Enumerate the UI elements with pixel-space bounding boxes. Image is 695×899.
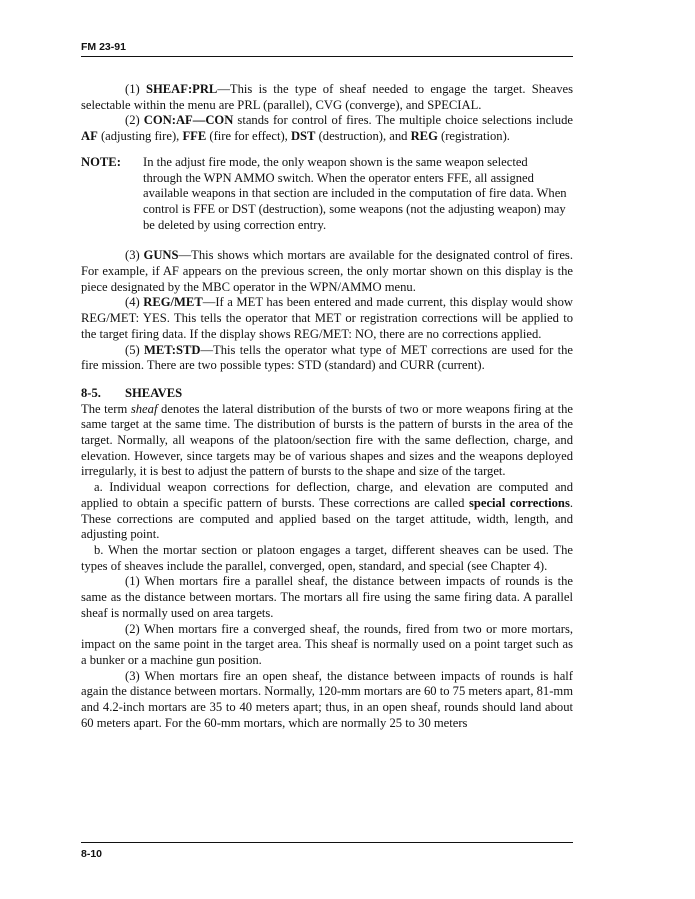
note-label: NOTE: <box>81 154 121 169</box>
term-special-corrections: special corrections <box>468 495 570 510</box>
section-heading <box>81 386 573 402</box>
term-met-std: MET:STD <box>144 342 201 357</box>
page-number: 8-10 <box>81 848 103 860</box>
header-rule <box>81 56 573 57</box>
paragraph-guns: (3) GUNS—This shows which mortars are available for the designated control of fires. For example, if AF appears on the previous screen, the only mortar shown on this display is the piece designated by the MBC operator in the WPN/AMMO menu. <box>81 248 573 294</box>
paragraph-a-special-corrections: a. Individual weapon corrections for deflection, charge, and elevation are computed and applied to obtain a specific pattern of bursts. These corrections are called special corrections. These corrections are computed and applied based on the target attitude, width, length, and adjusting point. <box>81 480 573 542</box>
term-sheaf: sheaf <box>130 401 158 416</box>
term-guns: GUNS <box>143 248 179 263</box>
paragraph-parallel-sheaf: (1) When mortars fire a parallel sheaf, the distance between impacts of rounds is the same as the distance between mortars. The mortars all fire using the same firing data. A parallel sheaf is normally used on area targets. <box>81 574 573 620</box>
footer-rule <box>81 842 573 843</box>
manual-header: FM 23-91 <box>81 41 126 53</box>
paragraph-b-types-of-sheaves: b. When the mortar section or platoon engages a target, different sheaves can be used. The types of sheaves include the parallel, converged, open, standard, and special (see Chapter 4). <box>81 542 573 573</box>
term-con-af: CON:AF—CON <box>143 113 234 128</box>
note-block <box>81 155 573 234</box>
term-reg-met: REG/MET <box>143 295 203 310</box>
section-number: 8-5. <box>81 385 101 400</box>
term-sheaf-prl: SHEAF:PRL <box>145 82 218 96</box>
paragraph-reg-met: (4) REG/MET—If a MET has been entered and made current, this display would show REG/MET: YES. This tells the operator that MET or registration corrections will be applied to the target firing data. If the display shows REG/MET: NO, there are no corrections applied. <box>81 295 573 341</box>
paragraph-con-af: (2) CON:AF—CON stands for control of fires. The multiple choice selections include AF (adjusting fire), FFE (fire for effect), DST (destruction), and REG (registration). <box>81 113 573 144</box>
paragraph-converged-sheaf: (2) When mortars fire a converged sheaf, the rounds, fired from two or more mortars, impact on the same point in the target area. This sheaf is normally used on a point target such as a bunker or a machine gun position. <box>81 621 573 667</box>
note-text: In the adjust fire mode, the only weapon shown is the same weapon selected through the WPN AMMO switch. When the operator enters FFE, all assigned available weapons in that section are included in the computation of fire data. When control is FFE or DST (destruction), some weapons (not the adjusting weapon) may be deleted by using correction entry. <box>143 154 567 232</box>
paragraph-open-sheaf: (3) When mortars fire an open sheaf, the distance between impacts of rounds is half again the distance between mortars. Normally, 120-mm mortars are 60 to 75 meters apart, 81-mm and 4.2-inch mortars are 35 to 40 meters apart; thus, in an open sheaf, rounds should land about 60 meters apart. For the 60-mm mortars, which are normally 25 to 30 meters <box>81 668 573 730</box>
section-title: SHEAVES <box>125 385 183 400</box>
page-body <box>81 82 573 731</box>
paragraph-sheaf-definition: The term sheaf denotes the lateral distribution of the bursts of two or more weapons firing at the same target at the same time. The distribution of bursts is the pattern of bursts in the area of the target. Normally, all weapons of the platoon/section fire with the same deflection, charge, and elevation. However, since targets may be of various shapes and sizes and the weapons deployed irregularly, it is best to adjust the pattern of bursts to the shape and size of the target. <box>81 401 573 479</box>
paragraph-sheaf-prl: (1) SHEAF:PRL—This is the type of sheaf needed to engage the target. Sheaves selectable within the menu are PRL (parallel), CVG (converge), and SPECIAL. <box>81 82 573 112</box>
paragraph-met-std: (5) MET:STD—This tells the operator what type of MET corrections are used for the fire mission. There are two possible types: STD (standard) and CURR (current). <box>81 342 573 373</box>
